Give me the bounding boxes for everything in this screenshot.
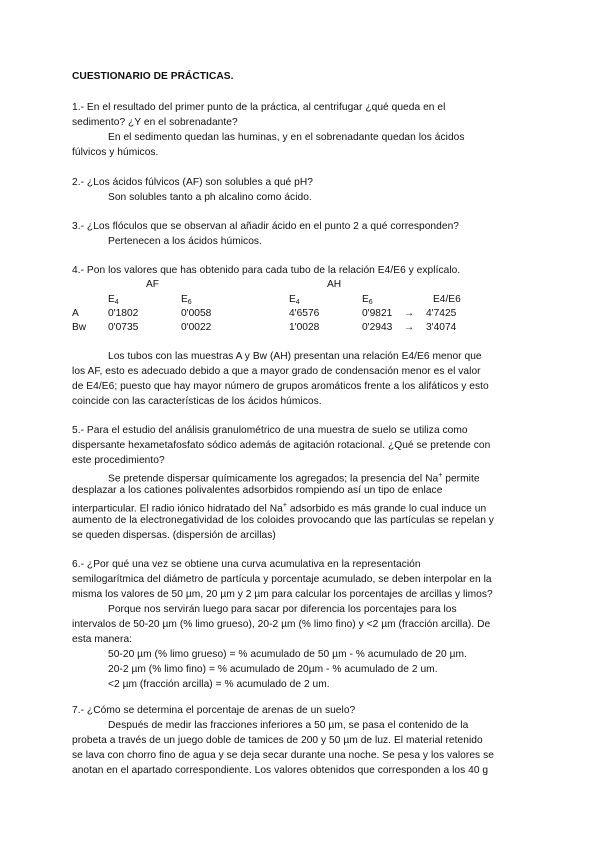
question-5-line-1: 5.- Para el estudio del análisis granulométrico de una muestra de suelo se utiliza como <box>72 425 468 436</box>
answer-6-line-3: esta manera: <box>72 634 133 645</box>
answer-1-line-1: En el sedimento quedan las huminas, y en el sobrenadante quedan los ácidos <box>108 132 465 143</box>
cell-af-e4: 0'1802 <box>108 308 139 319</box>
answer-5-line-1: Se pretende dispersar químicamente los agregados; la presencia del Na+ permite <box>108 472 480 485</box>
table-group-af: AF <box>146 279 160 290</box>
answer-4-line-3: de E4/E6; puesto que hay mayor número de grupos aromáticos frente a los alifáticos y esto <box>72 381 489 392</box>
formula-line-1: 50-20 µm (% limo grueso) = % acumulado de 50 µm - % acumulado de 20 µm. <box>108 649 467 660</box>
answer-7-line-4: anotan en el apartado correspondiente. Los valores obtenidos que corresponden a los 40 g <box>72 765 489 776</box>
row-label: Bw <box>72 322 87 333</box>
question-7-line-1: 7.- ¿Cómo se determina el porcentaje de arenas de un suelo? <box>72 705 356 716</box>
formula-line-3: <2 µm (fracción arcilla) = % acumulado de 2 um. <box>108 679 330 690</box>
answer-3-line-1: Pertenecen a los ácidos húmicos. <box>108 236 262 247</box>
cell-ah-e4: 4'6576 <box>289 308 320 319</box>
answer-5-line-5: se queden dispersas. (dispersión de arcillas) <box>72 530 276 541</box>
formula-line-2: 20-2 µm (% limo fino) = % acumulado de 20µm - % acumulado de 2 um. <box>108 664 438 675</box>
question-5-line-2: dispersante hexametafosfato sódico además de agitación rotacional. ¿Qué se pretende con <box>72 440 491 451</box>
header-ah-e6: $E_6$ <box>362 294 373 306</box>
page-title: CUESTIONARIO DE PRÁCTICAS. <box>72 71 234 82</box>
answer-4-line-4: coincide con las características de los ácidos húmicos. <box>72 396 322 407</box>
answer-6-line-1: Porque nos servirán luego para sacar por diferencia los porcentajes para los <box>108 604 457 615</box>
question-2-line-1: 2.- ¿Los ácidos fúlvicos (AF) son solubles a qué pH? <box>72 177 313 188</box>
question-6-line-2: semilogarítmica del diámetro de partícula y porcentaje acumulado, se deben interpolar en la <box>72 574 492 585</box>
cell-ratio: 4'7425 <box>426 308 457 319</box>
cell-ratio: 3'4074 <box>426 322 457 333</box>
answer-7-line-2: probeta a través de un juego doble de tamices de 200 y 50 µm de luz. El material retenido <box>72 735 483 746</box>
question-4-line-1: 4.- Pon los valores que has obtenido para cada tubo de la relación E4/E6 y explícalo. <box>72 265 461 276</box>
answer-4-line-2: los AF, esto es adecuado debido a que a mayor grado de condensación menor es el valor <box>72 366 481 377</box>
header-af-e6: $E_6$ <box>181 294 192 306</box>
arrow-icon: → <box>404 322 415 333</box>
answer-1-line-2: fúlvicos y húmicos. <box>72 147 159 158</box>
question-1-line-2: sedimento? ¿Y en el sobrenadante? <box>72 117 238 128</box>
answer-5-line-2: desplazar a los cationes polivalentes adsorbidos rompiendo así un tipo de enlace <box>72 485 443 496</box>
header-af-e4: $E_4$ <box>108 294 119 306</box>
cell-ah-e6: 0'2943 <box>362 322 393 333</box>
row-label: A <box>72 308 79 319</box>
answer-7-line-1: Después de medir las fracciones inferiores a 50 µm, se pasa el contenido de la <box>108 720 469 731</box>
header-ah-e4: $E_4$ <box>289 294 300 306</box>
cell-ah-e6: 0'9821 <box>362 308 393 319</box>
header-ratio: E4/E6 <box>433 294 461 305</box>
cell-ah-e4: 1'0028 <box>289 322 320 333</box>
answer-4-line-1: Los tubos con las muestras A y Bw (AH) presentan una relación E4/E6 menor que <box>108 351 482 362</box>
question-5-line-3: este procedimiento? <box>72 455 165 466</box>
cell-af-e6: 0'0022 <box>181 322 212 333</box>
cell-af-e6: 0'0058 <box>181 308 212 319</box>
question-6-line-3: misma los valores de 50 µm, 20 µm y 2 µm para calcular los porcentajes de arcillas y limos? <box>72 589 493 600</box>
table-group-ah: AH <box>327 279 342 290</box>
answer-5-line-3: interparticular. El radio iónico hidratado del Na+ adsorbido es más grande lo cual induce un <box>72 502 487 515</box>
arrow-icon: → <box>404 308 415 319</box>
question-1-line-1: 1.- En el resultado del primer punto de la práctica, al centrifugar ¿qué queda en el <box>72 102 446 113</box>
answer-7-line-3: se lava con chorro fino de agua y se deja secar durante una noche. Se pesa y los valores se <box>72 750 494 761</box>
answer-6-line-2: intervalos de 50-20 µm (% limo grueso), 20-2 µm (% limo fino) y <2 µm (fracción arcilla). De <box>72 619 491 630</box>
question-6-line-1: 6.- ¿Por qué una vez se obtiene una curva acumulativa en la representación <box>72 559 421 570</box>
cell-af-e4: 0'0735 <box>108 322 139 333</box>
answer-5-line-4: aumento de la electronegatividad de los coloides provocando que las partículas se repelan y <box>72 515 494 526</box>
answer-2-line-1: Son solubles tanto a ph alcalino como ácido. <box>108 192 312 203</box>
question-3-line-1: 3.- ¿Los flóculos que se observan al añadir ácido en el punto 2 a qué corresponden? <box>72 221 460 232</box>
